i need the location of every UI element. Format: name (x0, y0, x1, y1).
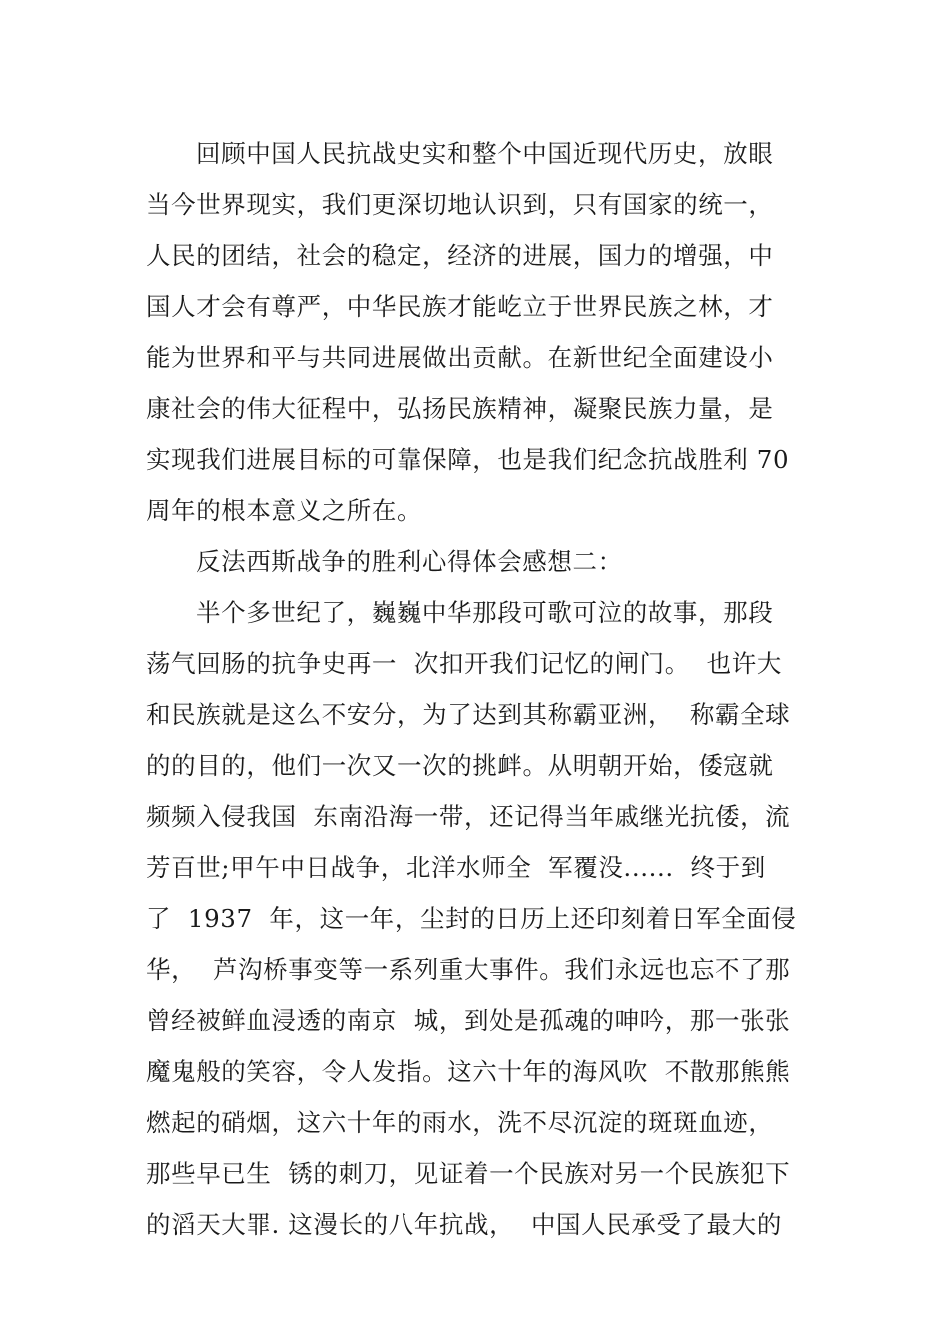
paragraph-line: 的滔天大罪. 这漫长的八年抗战， 中国人民承受了最大的 (146, 1210, 782, 1239)
paragraph-line: 康社会的伟大征程中，弘扬民族精神，凝聚民族力量，是 (146, 394, 774, 423)
paragraph-line: 周年的根本意义之所在。 (146, 496, 423, 525)
paragraph-line: 魔鬼般的笑容，令人发指。这六十年的海风吹 不散那熊熊 (146, 1057, 791, 1086)
paragraph-line: 当今世界现实，我们更深切地认识到，只有国家的统一， (146, 190, 774, 219)
paragraph-line: 华， 芦沟桥事变等一系列重大事件。我们永远也忘不了那 (146, 955, 791, 984)
paragraph-line: 了 1937 年，这一年，尘封的日历上还印刻着日军全面侵 (146, 904, 797, 933)
paragraph-line: 曾经被鲜血浸透的南京 城，到处是孤魂的呻吟，那一张张 (146, 1006, 791, 1035)
paragraph-line: 荡气回肠的抗争史再一 次扣开我们记忆的闸门。 也许大 (146, 649, 782, 678)
paragraph-reflection (146, 128, 811, 536)
paragraph-line: 和民族就是这么不安分，为了达到其称霸亚洲， 称霸全球 (146, 700, 791, 729)
paragraph-line: 的的目的，他们一次又一次的挑衅。从明朝开始，倭寇就 (146, 751, 774, 780)
paragraph-line: 能为世界和平与共同进展做出贡献。在新世纪全面建设小 (146, 343, 774, 372)
paragraph-line: 实现我们进展目标的可靠保障，也是我们纪念抗战胜利 70 (146, 445, 790, 474)
section-heading: 反法西斯战争的胜利心得体会感想二： (196, 547, 623, 576)
paragraph-history (146, 587, 811, 1250)
document-body (146, 128, 811, 1250)
paragraph-line: 频频入侵我国 东南沿海一带，还记得当年戚继光抗倭，流 (146, 802, 791, 831)
paragraph-line: 人民的团结，社会的稳定，经济的进展，国力的增强，中 (146, 241, 774, 270)
paragraph-line: 半个多世纪了，巍巍中华那段可歌可泣的故事，那段 (196, 598, 774, 627)
paragraph-line: 国人才会有尊严，中华民族才能屹立于世界民族之林，才 (146, 292, 774, 321)
paragraph-line: 燃起的硝烟，这六十年的雨水，洗不尽沉淀的斑斑血迹， (146, 1108, 774, 1137)
paragraph-line: 回顾中国人民抗战史实和整个中国近现代历史，放眼 (196, 139, 774, 168)
paragraph-line: 芳百世;甲午中日战争，北洋水师全 军覆没...... 终于到 (146, 853, 766, 882)
paragraph-line: 那些早已生 锈的刺刀，见证着一个民族对另一个民族犯下 (146, 1159, 791, 1188)
